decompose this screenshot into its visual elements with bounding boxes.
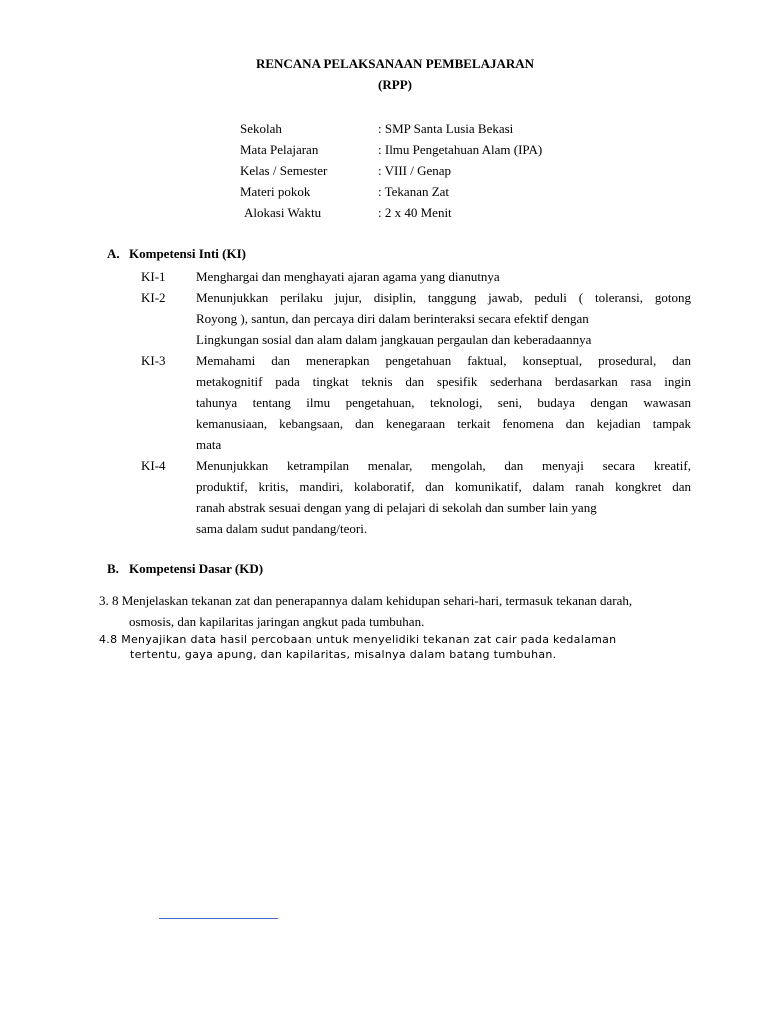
info-value: : Ilmu Pengetahuan Alam (IPA) — [378, 142, 543, 157]
kd-line: osmosis, dan kapilaritas jaringan angkut pada tumbuhan. — [129, 614, 425, 629]
kd-item — [99, 632, 739, 662]
ki-text — [196, 266, 691, 287]
info-label: Materi pokok — [240, 184, 311, 199]
ki-line: kemanusiaan, kebangsaan, dan kenegaraan terkait fenomena dan kejadian tampak — [196, 416, 691, 431]
ki-line: Menunjukkan ketrampilan menalar, mengolah, dan menyaji secara kreatif, — [196, 458, 691, 473]
ki-code: KI-1 — [141, 269, 166, 284]
ki-item — [141, 455, 691, 539]
info-value: : SMP Santa Lusia Bekasi — [378, 121, 514, 136]
ki-code: KI-4 — [141, 458, 166, 473]
document-subtitle: (RPP) — [378, 77, 412, 92]
ki-line: ranah abstrak sesuai dengan yang di pelajari di sekolah dan sumber lain yang — [196, 500, 597, 515]
section-letter: B. — [107, 561, 119, 576]
ki-line: Menunjukkan perilaku jujur, disiplin, tanggung jawab, peduli ( toleransi, gotong — [196, 290, 691, 305]
kd-item — [99, 590, 724, 632]
info-row-school — [240, 120, 542, 141]
ki-list — [141, 266, 691, 539]
section-letter: A. — [107, 246, 120, 261]
ki-text — [196, 350, 691, 455]
ki-line: produktif, kritis, mandiri, kolaboratif, dan komunikatif, dalam ranah kongkret dan — [196, 479, 691, 494]
info-label: Sekolah — [240, 121, 282, 136]
kd-line: 3. 8 Menjelaskan tekanan zat dan penerapannya dalam kehidupan sehari-hari, termasuk tekanan darah, — [99, 593, 633, 608]
ki-line: mata — [196, 437, 222, 452]
footnote-separator — [159, 918, 278, 919]
section-title: Kompetensi Dasar (KD) — [129, 561, 264, 576]
ki-text — [196, 287, 691, 350]
ki-line: Menghargai dan menghayati ajaran agama yang dianutnya — [196, 269, 500, 284]
ki-code: KI-2 — [141, 290, 166, 305]
ki-item — [141, 266, 691, 287]
ki-item — [141, 350, 691, 455]
info-value: : Tekanan Zat — [378, 184, 450, 199]
info-value: : VIII / Genap — [378, 163, 452, 178]
ki-line: tahunya tentang ilmu pengetahuan, teknologi, seni, budaya dengan wawasan — [196, 395, 691, 410]
kd-line: 4.8 Menyajikan data hasil percobaan untuk menyelidiki tekanan zat cair pada kedalaman — [99, 633, 617, 646]
info-row-subject — [240, 141, 542, 162]
info-row-class — [240, 162, 542, 183]
ki-line: Lingkungan sosial dan alam dalam jangkauan pergaulan dan keberadaannya — [196, 332, 592, 347]
info-row-topic — [240, 183, 542, 204]
ki-line: metakognitif pada tingkat teknis dan spesifik sederhana berdasarkan rasa ingin — [196, 374, 691, 389]
ki-item — [141, 287, 691, 350]
section-title: Kompetensi Inti (KI) — [129, 246, 246, 261]
ki-line: Memahami dan menerapkan pengetahuan faktual, konseptual, prosedural, dan — [196, 353, 691, 368]
kd-line: tertentu, gaya apung, dan kapilaritas, misalnya dalam batang tumbuhan. — [130, 648, 557, 661]
ki-line: Royong ), santun, dan percaya diri dalam berinteraksi secara efektif dengan — [196, 311, 589, 326]
document-title: RENCANA PELAKSANAAN PEMBELAJARAN — [255, 56, 535, 71]
info-value: : 2 x 40 Menit — [378, 205, 452, 220]
info-label: Kelas / Semester — [240, 163, 328, 178]
info-label: Mata Pelajaran — [240, 142, 319, 157]
section-heading-ki — [107, 246, 246, 262]
ki-code: KI-3 — [141, 353, 166, 368]
info-row-time — [240, 204, 542, 225]
identity-table — [240, 120, 542, 225]
section-heading-kd — [107, 561, 263, 577]
ki-line: sama dalam sudut pandang/teori. — [196, 521, 368, 536]
ki-text — [196, 455, 691, 539]
info-label: Alokasi Waktu — [244, 205, 322, 220]
